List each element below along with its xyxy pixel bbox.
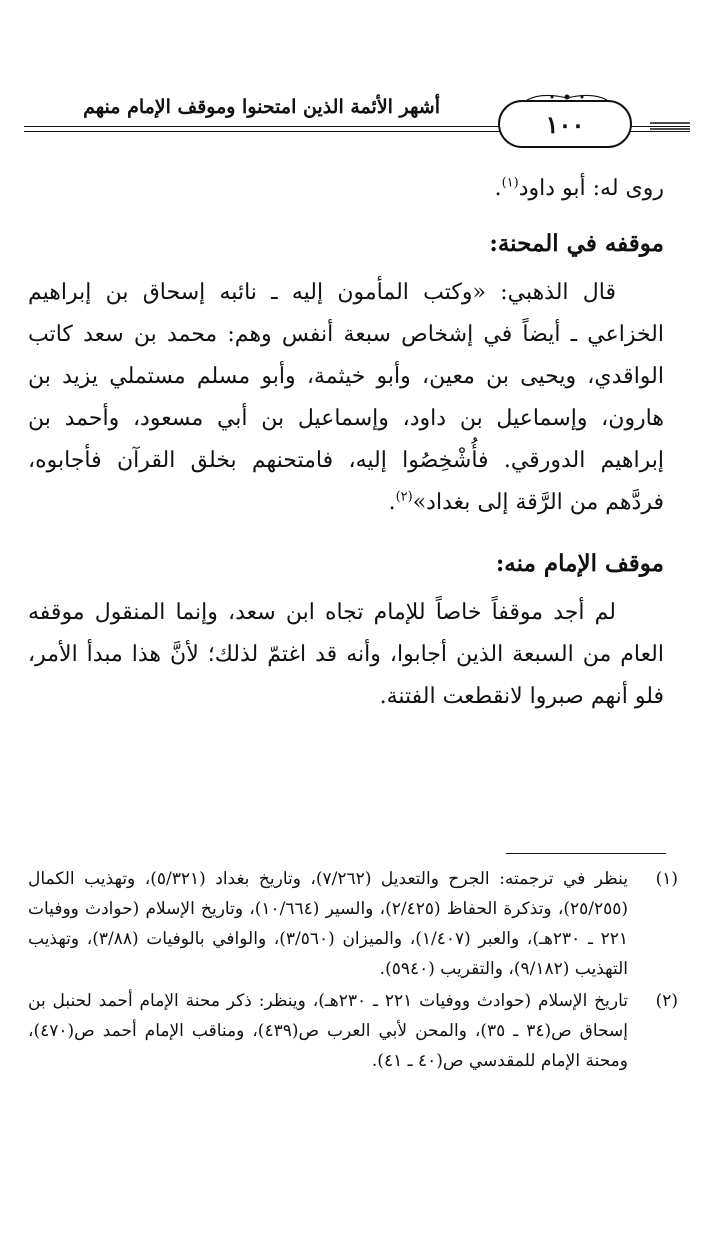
intro-line — [28, 168, 664, 210]
footnote-text: ينظر في ترجمته: الجرح والتعديل (٧/٢٦٢)، وتاريخ بغداد (٥/٣٢١)، وتهذيب الكمال (٢٥/٢٥٥)، وتذكرة الحفاظ (٢/٤٢٥)، والسير (١٠/٦٦٤)، وتاريخ الإسلام (حوادث ووفيات ٢٢١ ـ ٢٣٠هـ)، والعبر (١/٤٠٧)، والميزان (٣/٥٦٠)، والوافي بالوفيات (٣/٨٨)، وتهذيب التهذيب (٩/١٨٢)، والتقريب (٥٩٤٠). — [28, 869, 628, 979]
footnote — [28, 864, 678, 984]
ordeal-end: . — [388, 490, 396, 515]
running-title: أشهر الأئمة الذين امتحنوا وموقف الإمام منهم — [83, 96, 440, 118]
footnote-ref: (١) — [501, 175, 519, 191]
page-header — [24, 92, 690, 152]
intro-text: روى له: أبو داود — [518, 176, 664, 201]
footnote-text: تاريخ الإسلام (حوادث ووفيات ٢٢١ ـ ٢٣٠هـ)، وينظر: ذكر محنة الإمام أحمد لحنبل بن إسحاق ص(٣٤ ـ ٣٥)، والمحن لأبي العرب ص(٤٣٩)، ومناقب الإمام أحمد ص(٤٧٠)، ومحنة الإمام للمقدسي ص(٤٠ ـ ٤١). — [28, 991, 629, 1071]
section-heading-ordeal: موقفه في المحنة: — [489, 230, 664, 257]
ordeal-text: قال الذهبي: «وكتب المأمون إليه ـ نائبه إسحاق بن إبراهيم الخزاعي ـ أيضاً في إشخاص سبعة أنفس وهم: محمد بن سعد كاتب الواقدي، ويحيى بن معين، وأبو خيثمة، وأبو مسلم مستملي يزيد بن هارون، وإسماعيل بن داود، وإسماعيل بن أبي مسعود، وأحمد بن إبراهيم الدورقي. فأُشْخِصُوا إليه، فامتحنهم بخلق القرآن فأجابوه، فردَّهم من الرَّقة إلى بغداد» — [28, 280, 664, 515]
paragraph-imam-position: لم أجد موقفاً خاصاً للإمام تجاه ابن سعد، وإنما المنقول موقفه العام من السبعة الذين أجابوا، وأنه قد اغتمّ لذلك؛ لأنَّ هذا مبدأ الأمر، فلو أنهم صبروا لانقطعت الفتنة. — [28, 600, 664, 709]
footnote — [28, 986, 678, 1076]
header-ornament-icon — [522, 92, 612, 104]
footnotes — [28, 864, 678, 1076]
section-heading-imam-position: موقف الإمام منه: — [495, 550, 664, 577]
footnote-number: (٢) — [655, 991, 678, 1011]
intro-end: . — [494, 176, 502, 201]
page-number: ١٠٠ — [498, 100, 632, 148]
main-text — [28, 168, 664, 718]
footnote-number: (١) — [655, 869, 678, 889]
paragraph-ordeal — [28, 272, 664, 524]
footnote-ref: (٢) — [395, 489, 413, 505]
footnote-separator — [506, 853, 666, 854]
header-dash-ornament — [650, 120, 690, 132]
